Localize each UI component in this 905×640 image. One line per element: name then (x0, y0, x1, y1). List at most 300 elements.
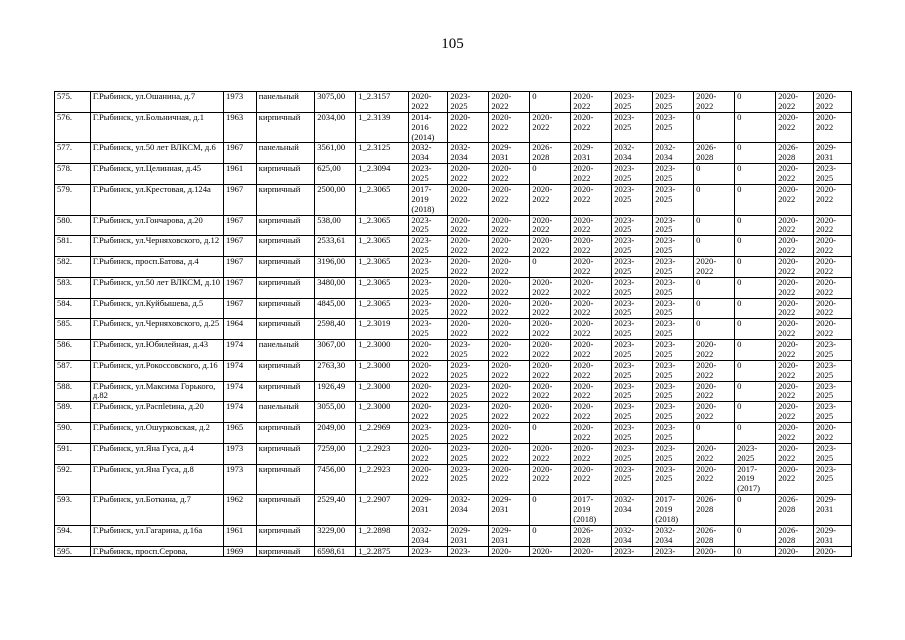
table-cell: 2032-2034 (409, 525, 448, 546)
table-cell: 1_2.2923 (356, 464, 409, 495)
table-cell: 2020-2022 (530, 381, 571, 402)
table-cell: 1967 (224, 298, 257, 319)
table-cell: кирпичный (256, 319, 314, 340)
table-cell: 2023-2025 (448, 443, 489, 464)
table-cell: 1_2.2898 (356, 525, 409, 546)
address-cell: Г.Рыбинск, ул.50 лет ВЛКСМ, д.6 (90, 143, 223, 164)
table-cell: кирпичный (256, 423, 314, 444)
table-cell: 2023-2025 (448, 92, 489, 113)
table-cell: 2020-2022 (571, 402, 612, 423)
table-cell: 2023-2025 (612, 298, 653, 319)
table-cell: 2020-2022 (571, 423, 612, 444)
table-cell: 2049,00 (315, 423, 356, 444)
table-cell: 1969 (224, 546, 257, 557)
table-cell: 1973 (224, 464, 257, 495)
row-number-cell: 586. (55, 340, 91, 361)
table-cell: 0 (735, 184, 776, 215)
address-cell: Г.Рыбинск, ул.Гагарина, д.16а (90, 525, 223, 546)
table-cell: 2023-2025 (653, 402, 694, 423)
table-cell: кирпичный (256, 495, 314, 526)
table-cell: 0 (735, 215, 776, 236)
table-cell: 2020-2022 (776, 164, 814, 185)
table-cell: кирпичный (256, 443, 314, 464)
table-cell: 2020- (530, 546, 571, 557)
row-number-cell: 583. (55, 277, 91, 298)
table-cell: 2032-2034 (448, 495, 489, 526)
table-cell: 2020- (694, 546, 735, 557)
table-cell: 2020-2022 (448, 164, 489, 185)
address-cell: Г.Рыбинск, ул.Гончарова, д.20 (90, 215, 223, 236)
table-cell: 2020-2022 (489, 92, 530, 113)
table-cell: 2023-2025 (653, 360, 694, 381)
table-cell: 0 (694, 298, 735, 319)
table-cell: 2032-2034 (448, 143, 489, 164)
address-cell: Г.Рыбинск, ул.Больничная, д.1 (90, 112, 223, 143)
table-cell: 2023-2025 (813, 443, 851, 464)
table-cell: 2023-2025 (653, 464, 694, 495)
table-cell: 4845,00 (315, 298, 356, 319)
table-cell: 2026-2028 (776, 495, 814, 526)
table-cell: 2023-2025 (653, 340, 694, 361)
table-cell: 625,00 (315, 164, 356, 185)
table-cell: панельный (256, 402, 314, 423)
address-cell: Г.Рыбинск, ул.Черняховского, д.12 (90, 236, 223, 257)
address-cell: Г.Рыбинск, ул.Юбилейная, д.43 (90, 340, 223, 361)
table-cell: 2020-2022 (776, 340, 814, 361)
table-cell: кирпичный (256, 164, 314, 185)
table-cell: 1_2.2907 (356, 495, 409, 526)
table-cell: 0 (735, 164, 776, 185)
table-cell: 1973 (224, 443, 257, 464)
table-cell: 2020-2022 (530, 215, 571, 236)
table-cell: 0 (530, 525, 571, 546)
table-cell: 2029-2031 (813, 495, 851, 526)
address-cell: Г.Рыбинск, ул.Максима Горького, д.82 (90, 381, 223, 402)
table-cell: 2020-2022 (489, 277, 530, 298)
table-cell: 1_2.2875 (356, 546, 409, 557)
table-row (55, 495, 852, 526)
table-cell: 1961 (224, 164, 257, 185)
table-cell: 2020-2022 (571, 277, 612, 298)
table-cell: 2020-2022 (448, 215, 489, 236)
table-cell: 2023-2025 (813, 381, 851, 402)
table-row (55, 236, 852, 257)
table-cell: 0 (694, 112, 735, 143)
table-cell: кирпичный (256, 257, 314, 278)
table-cell: 2023-2025 (612, 423, 653, 444)
table-cell: 2023-2025 (448, 381, 489, 402)
table-cell: 2026-2028 (694, 495, 735, 526)
table-cell: 0 (530, 164, 571, 185)
table-cell: 2020-2022 (776, 402, 814, 423)
table-cell: 2020-2022 (448, 112, 489, 143)
table-cell: кирпичный (256, 360, 314, 381)
address-cell: Г.Рыбинск, ул.Куйбышева, д.5 (90, 298, 223, 319)
table-cell: 2023-2025 (612, 215, 653, 236)
table-cell: кирпичный (256, 546, 314, 557)
table-cell: 2029-2031 (571, 143, 612, 164)
table-cell: 2026-2028 (694, 143, 735, 164)
table-cell: 1967 (224, 257, 257, 278)
table-cell: 7456,00 (315, 464, 356, 495)
table-cell: 2023-2025 (653, 112, 694, 143)
table-cell: 2034,00 (315, 112, 356, 143)
table-cell: 1967 (224, 236, 257, 257)
table-row (55, 360, 852, 381)
table-cell: 2023-2025 (612, 112, 653, 143)
table-cell: 2020- (813, 546, 851, 557)
table-row (55, 402, 852, 423)
table-cell: 2529,40 (315, 495, 356, 526)
table-cell: 2020-2022 (448, 298, 489, 319)
table-cell: 2026-2028 (694, 525, 735, 546)
table-cell: 2020-2022 (489, 340, 530, 361)
table-cell: 2020-2022 (776, 381, 814, 402)
table-cell: 2023-2025 (409, 236, 448, 257)
address-cell: Г.Рыбинск, ул.Крестовая, д.124а (90, 184, 223, 215)
table-cell: 3196,00 (315, 257, 356, 278)
table-cell: 2020-2022 (530, 340, 571, 361)
table-cell: 0 (735, 423, 776, 444)
table-cell: 1926,49 (315, 381, 356, 402)
table-cell: 2020-2022 (448, 277, 489, 298)
table-cell: 0 (694, 236, 735, 257)
table-cell: 2023-2025 (409, 423, 448, 444)
table-cell: 2020-2022 (694, 402, 735, 423)
housing-table (54, 91, 852, 557)
table-cell: 1961 (224, 525, 257, 546)
table-cell: 2023-2025 (653, 423, 694, 444)
table-cell: 2020-2022 (776, 423, 814, 444)
table-cell: 0 (735, 277, 776, 298)
table-cell: 2023-2025 (653, 277, 694, 298)
table-cell: 2023-2025 (653, 257, 694, 278)
table-cell: 3067,00 (315, 340, 356, 361)
table-cell: 0 (694, 319, 735, 340)
table-cell: 2020-2022 (776, 92, 814, 113)
table-cell: 2020-2022 (530, 277, 571, 298)
table-cell: 2763,30 (315, 360, 356, 381)
table-cell: 0 (735, 381, 776, 402)
table-cell: 0 (735, 402, 776, 423)
table-cell: 2023-2025 (612, 464, 653, 495)
table-cell: 2023-2025 (448, 423, 489, 444)
table-cell: 1967 (224, 184, 257, 215)
table-row (55, 184, 852, 215)
table-cell: 2023-2025 (409, 319, 448, 340)
table-cell: 2020-2022 (776, 257, 814, 278)
table-cell: кирпичный (256, 464, 314, 495)
table-cell: 0 (694, 215, 735, 236)
table-cell: 2020-2022 (489, 464, 530, 495)
table-cell: 2020-2022 (530, 464, 571, 495)
table-row (55, 319, 852, 340)
row-number-cell: 579. (55, 184, 91, 215)
table-cell: 0 (530, 495, 571, 526)
table-cell: 2026-2028 (571, 525, 612, 546)
table-cell: 2020-2022 (571, 464, 612, 495)
table-cell: 2020-2022 (571, 298, 612, 319)
table-cell: 1_2.3094 (356, 164, 409, 185)
table-cell: 2023-2025 (653, 184, 694, 215)
table-cell: 3480,00 (315, 277, 356, 298)
table-row (55, 525, 852, 546)
address-cell: Г.Рыбинск, просп.Батова, д.4 (90, 257, 223, 278)
table-cell: 0 (735, 360, 776, 381)
table-cell: 1_2.3065 (356, 236, 409, 257)
table-cell: кирпичный (256, 215, 314, 236)
table-cell: 2500,00 (315, 184, 356, 215)
table-cell: кирпичный (256, 277, 314, 298)
table-cell: 2020-2022 (409, 443, 448, 464)
table-cell: 2020-2022 (813, 92, 851, 113)
address-cell: Г.Рыбинск, ул.Черняховского, д.25 (90, 319, 223, 340)
table-cell: 2032-2034 (612, 143, 653, 164)
address-cell: Г.Рыбинск, ул.Рокоссовского, д.16 (90, 360, 223, 381)
table-cell: 2020-2022 (448, 319, 489, 340)
table-cell: 2020-2022 (776, 277, 814, 298)
row-number-cell: 576. (55, 112, 91, 143)
table-cell: 2023-2025 (653, 164, 694, 185)
table-cell: 2020-2022 (489, 112, 530, 143)
table-cell: 1_2.3000 (356, 381, 409, 402)
table-cell: 2029-2031 (448, 525, 489, 546)
table-cell: 2023-2025 (409, 277, 448, 298)
table-cell: 2020-2022 (530, 184, 571, 215)
table-cell: 3229,00 (315, 525, 356, 546)
table-cell: кирпичный (256, 298, 314, 319)
table-cell: 2020-2022 (489, 164, 530, 185)
table-cell: 2023-2025 (813, 402, 851, 423)
table-cell: 1_2.3065 (356, 298, 409, 319)
table-cell: 2020-2022 (571, 184, 612, 215)
table-cell: 2026-2028 (776, 143, 814, 164)
table-cell: 1967 (224, 277, 257, 298)
table-row (55, 423, 852, 444)
table-cell: 0 (530, 257, 571, 278)
table-cell: 2020-2022 (571, 164, 612, 185)
address-cell: Г.Рыбинск, ул.Боткина, д.7 (90, 495, 223, 526)
table-cell: 2029-2031 (813, 143, 851, 164)
table-cell: 6598,61 (315, 546, 356, 557)
table-cell: 0 (694, 423, 735, 444)
table-cell: 2023-2025 (735, 443, 776, 464)
table-cell: 0 (735, 319, 776, 340)
table-cell: 1967 (224, 215, 257, 236)
table-cell: 2023-2025 (813, 464, 851, 495)
address-cell: Г.Рыбинск, ул.Распletина, д.20 (90, 402, 223, 423)
table-cell: 2023-2025 (409, 164, 448, 185)
table-cell: 2023-2025 (653, 92, 694, 113)
table-cell: 2029-2031 (489, 143, 530, 164)
table-cell: 538,00 (315, 215, 356, 236)
table-cell: 2020-2022 (530, 112, 571, 143)
table-cell: 2020-2022 (694, 257, 735, 278)
row-number-cell: 584. (55, 298, 91, 319)
table-cell: 2023-2025 (448, 360, 489, 381)
table-cell: кирпичный (256, 112, 314, 143)
address-cell: Г.Рыбинск, ул.Ошанина, д.7 (90, 92, 223, 113)
row-number-cell: 578. (55, 164, 91, 185)
table-cell: панельный (256, 340, 314, 361)
table-cell: 1_2.3019 (356, 319, 409, 340)
table-row (55, 112, 852, 143)
table-cell: 1967 (224, 143, 257, 164)
table-row (55, 92, 852, 113)
table-cell: 2020-2022 (571, 257, 612, 278)
table-cell: 2020-2022 (571, 236, 612, 257)
row-number-cell: 594. (55, 525, 91, 546)
table-cell: 2029-2031 (489, 525, 530, 546)
table-cell: 2023-2025 (612, 236, 653, 257)
table-cell: 2020-2022 (409, 340, 448, 361)
table-cell: 2032-2034 (653, 143, 694, 164)
table-cell: 0 (735, 143, 776, 164)
table-cell: 2020-2022 (489, 402, 530, 423)
table-cell: 1973 (224, 92, 257, 113)
table-cell: 2023-2025 (813, 360, 851, 381)
table-cell: 2020-2022 (448, 184, 489, 215)
table-cell: кирпичный (256, 184, 314, 215)
table-cell: 2023-2025 (653, 298, 694, 319)
table-cell: 2032-2034 (653, 525, 694, 546)
table-cell: 2023-2025 (448, 464, 489, 495)
row-number-cell: 593. (55, 495, 91, 526)
table-cell: 0 (735, 257, 776, 278)
table-cell: 2023-2025 (612, 360, 653, 381)
table-cell: 2020-2022 (776, 464, 814, 495)
table-cell: 2023-2025 (653, 215, 694, 236)
table-cell: 2020-2022 (448, 257, 489, 278)
table-cell: 2020-2022 (813, 423, 851, 444)
table-cell: 2020-2022 (409, 402, 448, 423)
address-cell: Г.Рыбинск, ул.Яна Гуса, д.8 (90, 464, 223, 495)
table-cell: 2023-2025 (653, 443, 694, 464)
table-cell: 2026-2028 (530, 143, 571, 164)
table-cell: 1964 (224, 319, 257, 340)
table-cell: 1962 (224, 495, 257, 526)
table-cell: 2020-2022 (694, 360, 735, 381)
table-cell: 2023-2025 (653, 381, 694, 402)
row-number-cell: 587. (55, 360, 91, 381)
table-cell: 2023-2025 (813, 340, 851, 361)
table-cell: 2020-2022 (489, 443, 530, 464)
table-cell: 2020-2022 (489, 298, 530, 319)
table-row (55, 215, 852, 236)
table-cell: 2023-2025 (448, 402, 489, 423)
table-cell: 2020-2022 (409, 464, 448, 495)
table-cell: 0 (735, 298, 776, 319)
table-cell: 2023-2025 (612, 340, 653, 361)
table-cell: 2020-2022 (571, 340, 612, 361)
table-cell: 2020-2022 (409, 360, 448, 381)
table-cell: 2023-2025 (409, 257, 448, 278)
table-row (55, 443, 852, 464)
table-cell: 2029-2031 (409, 495, 448, 526)
table-cell: 0 (735, 546, 776, 557)
table-cell: 2023-2025 (612, 319, 653, 340)
table-row (55, 164, 852, 185)
row-number-cell: 589. (55, 402, 91, 423)
row-number-cell: 595. (55, 546, 91, 557)
table-cell: 0 (735, 92, 776, 113)
table-cell: 2020-2022 (489, 215, 530, 236)
table-cell: 1974 (224, 340, 257, 361)
table-cell: кирпичный (256, 236, 314, 257)
table-cell: 2020- (776, 546, 814, 557)
table-cell: 2020-2022 (813, 319, 851, 340)
table-cell: 2020-2022 (489, 184, 530, 215)
table-cell: 2017-2019 (2018) (409, 184, 448, 215)
row-number-cell: 591. (55, 443, 91, 464)
table-cell: 2017-2019 (2018) (653, 495, 694, 526)
table-cell: 2020-2022 (813, 184, 851, 215)
table-cell: 0 (694, 164, 735, 185)
table-cell: 0 (735, 495, 776, 526)
row-number-cell: 577. (55, 143, 91, 164)
address-cell: Г.Рыбинск, просп.Серова, (90, 546, 223, 557)
table-cell: 1_2.2969 (356, 423, 409, 444)
table-cell: 2017-2019 (2018) (571, 495, 612, 526)
table-cell: 0 (530, 92, 571, 113)
table-row (55, 381, 852, 402)
table-cell: 2020-2022 (489, 236, 530, 257)
table-row (55, 143, 852, 164)
table-cell: 3055,00 (315, 402, 356, 423)
table-cell: 2020-2022 (530, 402, 571, 423)
table-cell: панельный (256, 143, 314, 164)
table-cell: 3561,00 (315, 143, 356, 164)
table-cell: 2023-2025 (612, 92, 653, 113)
table-cell: 2032-2034 (612, 525, 653, 546)
table-cell: 1_2.3157 (356, 92, 409, 113)
table-cell: 2020-2022 (489, 319, 530, 340)
table-cell: 1974 (224, 402, 257, 423)
table-cell: 2020-2022 (776, 112, 814, 143)
table-cell: 2020- (571, 546, 612, 557)
table-cell: 1_2.3125 (356, 143, 409, 164)
table-cell: 2020-2022 (489, 423, 530, 444)
page-number: 105 (441, 36, 464, 52)
table-cell: 0 (694, 277, 735, 298)
table-cell: 2032-2034 (612, 495, 653, 526)
table-cell: 2020-2022 (530, 236, 571, 257)
table-cell: 2020-2022 (530, 443, 571, 464)
table-cell: 2020-2022 (813, 277, 851, 298)
table-cell: 2020-2022 (571, 112, 612, 143)
table-cell: 1_2.3000 (356, 360, 409, 381)
table-cell: 2020-2022 (571, 215, 612, 236)
table-cell: 2020-2022 (776, 184, 814, 215)
table-cell: 2020-2022 (571, 443, 612, 464)
address-cell: Г.Рыбинск, ул.50 лет ВЛКСМ, д.10 (90, 277, 223, 298)
address-cell: Г.Рыбинск, ул.Яна Гуса, д.4 (90, 443, 223, 464)
table-row (55, 277, 852, 298)
table-cell: 2014-2016 (2014) (409, 112, 448, 143)
table-cell: 2023-2025 (409, 298, 448, 319)
table-cell: 2020-2022 (694, 381, 735, 402)
table-cell: 2020-2022 (694, 340, 735, 361)
table-cell: 2023-2025 (612, 257, 653, 278)
table-cell: 1_2.3065 (356, 257, 409, 278)
table-cell: 2020-2022 (530, 298, 571, 319)
table-cell: 2020-2022 (409, 381, 448, 402)
table-row (55, 546, 852, 557)
address-cell: Г.Рыбинск, ул.Целинная, д.45 (90, 164, 223, 185)
table-cell: 2020-2022 (813, 215, 851, 236)
table-cell: 2020-2022 (813, 257, 851, 278)
table-cell: 2020-2022 (694, 464, 735, 495)
